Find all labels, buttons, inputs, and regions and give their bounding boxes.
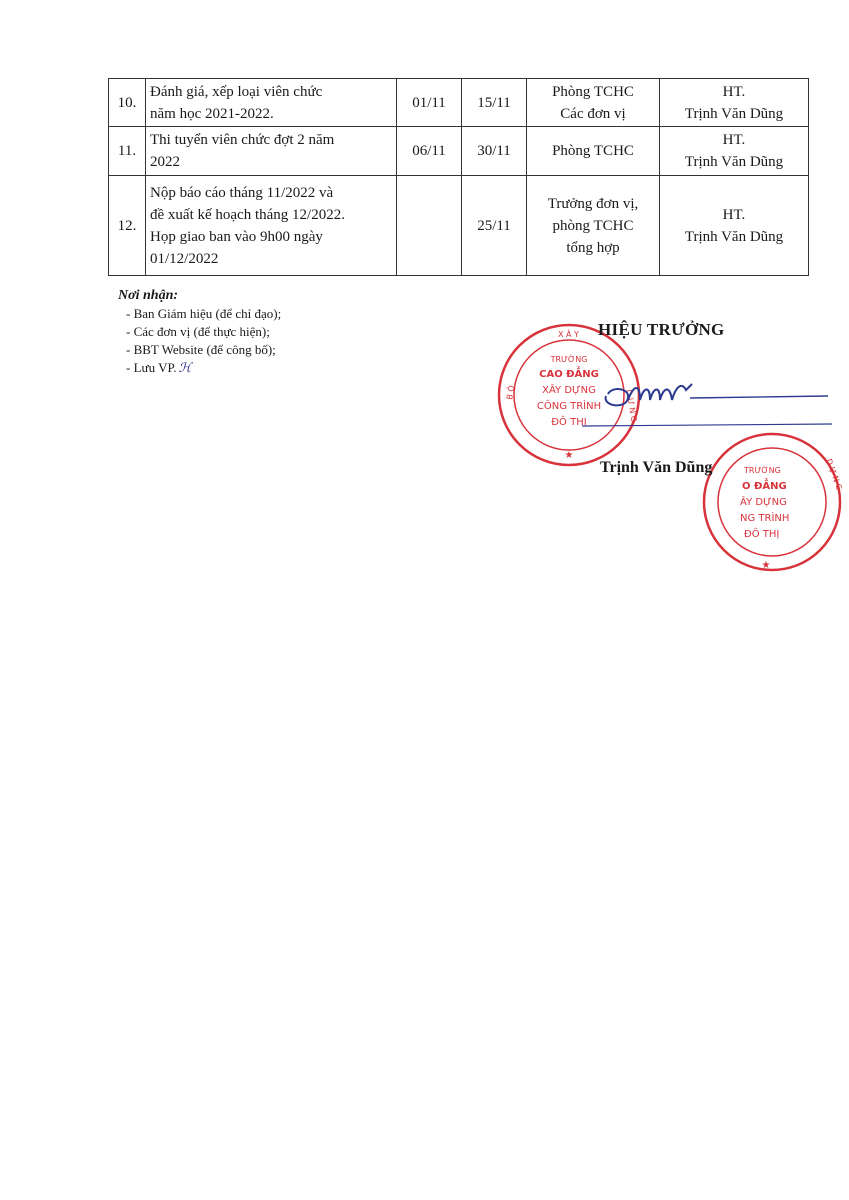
end-date: 25/11 xyxy=(462,176,527,276)
seal-line: ÂY DỰNG xyxy=(740,497,787,508)
start-date xyxy=(397,176,462,276)
unit-cell xyxy=(527,79,660,127)
lead-cell xyxy=(660,127,809,176)
signature-title: HIỆU TRƯỞNG xyxy=(598,320,725,339)
end-date: 30/11 xyxy=(462,127,527,176)
unit-line: tổng hợp xyxy=(566,239,620,256)
unit-line: Phòng TCHC xyxy=(552,83,634,100)
svg-text:★: ★ xyxy=(564,450,574,461)
svg-text:★: ★ xyxy=(761,560,771,571)
task-line: năm học 2021-2022. xyxy=(150,105,274,122)
recipient-item xyxy=(118,359,281,378)
task-cell xyxy=(146,79,397,127)
lead-line: HT. xyxy=(722,206,746,223)
lead-line: Trịnh Văn Dũng xyxy=(684,228,784,245)
unit-cell xyxy=(527,127,660,176)
unit-line: Phòng TCHC xyxy=(552,143,634,159)
seal-line: TRƯỜNG xyxy=(744,466,781,475)
seal-line: XÂY DỰNG xyxy=(542,385,596,396)
unit-line: Trưởng đơn vị, xyxy=(547,195,639,212)
unit-cell xyxy=(527,176,660,276)
seal-line: CAO ĐẲNG xyxy=(539,369,599,380)
lead-line: HT. xyxy=(722,83,746,100)
task-line: Thi tuyển viên chức đợt 2 năm xyxy=(150,132,335,148)
recipient-item: - Các đơn vị (để thực hiện); xyxy=(126,324,270,339)
table-row xyxy=(109,176,809,276)
lead-cell xyxy=(660,79,809,127)
svg-text:B Ộ: B Ộ xyxy=(505,384,517,401)
unit-line: Các đơn vị xyxy=(560,105,626,122)
handwritten-signature xyxy=(582,370,832,430)
row-number: 12. xyxy=(109,176,146,276)
task-line: 01/12/2022 xyxy=(150,250,219,267)
unit-line: phòng TCHC xyxy=(552,217,634,234)
seal-line: O ĐẲNG xyxy=(742,481,787,492)
seal-line: TRƯỜNG xyxy=(550,355,588,364)
row-number: 10. xyxy=(109,79,146,127)
task-line: đề xuất kế hoạch tháng 12/2022. xyxy=(150,206,345,223)
recipients-heading: Nơi nhận: xyxy=(118,288,179,303)
task-line: Đánh giá, xếp loại viên chức xyxy=(150,83,323,100)
recipients-block xyxy=(118,287,281,378)
start-date: 01/11 xyxy=(397,79,462,127)
row-number: 11. xyxy=(109,127,146,176)
task-line: Nộp báo cáo tháng 11/2022 và xyxy=(150,184,334,201)
start-date: 06/11 xyxy=(397,127,462,176)
svg-text:X Â Y: X Â Y xyxy=(558,330,579,339)
signer-name: Trịnh Văn Dũng xyxy=(600,459,713,476)
partial-seal xyxy=(716,430,844,575)
seal-line: ĐÔ THỊ xyxy=(551,417,587,428)
task-cell xyxy=(146,176,397,276)
task-line: Họp giao ban vào 9h00 ngày xyxy=(150,228,323,245)
seal-line: CÔNG TRÌNH xyxy=(536,401,602,412)
table-row xyxy=(109,79,809,127)
recipient-item: - Ban Giám hiệu (để chỉ đạo); xyxy=(126,306,282,321)
seal-line: ĐÔ THỊ xyxy=(744,529,780,540)
task-line: 2022 xyxy=(150,154,180,170)
recipient-item-text: - Lưu VP. xyxy=(126,360,177,375)
table-row xyxy=(109,127,809,176)
svg-text:D Ự N G: D Ự N G xyxy=(624,388,639,423)
svg-text:D Ự N G: D Ự N G xyxy=(824,457,844,492)
recipient-item: - BBT Website (để công bố); xyxy=(126,342,276,357)
lead-cell xyxy=(660,176,809,276)
task-table xyxy=(108,78,809,276)
handwritten-initial: ℋ xyxy=(178,361,192,376)
task-cell xyxy=(146,127,397,176)
end-date: 15/11 xyxy=(462,79,527,127)
lead-line: Trịnh Văn Dũng xyxy=(684,154,784,170)
seal-line: NG TRÌNH xyxy=(740,513,790,524)
lead-line: Trịnh Văn Dũng xyxy=(684,105,784,122)
lead-line: HT. xyxy=(722,132,746,148)
